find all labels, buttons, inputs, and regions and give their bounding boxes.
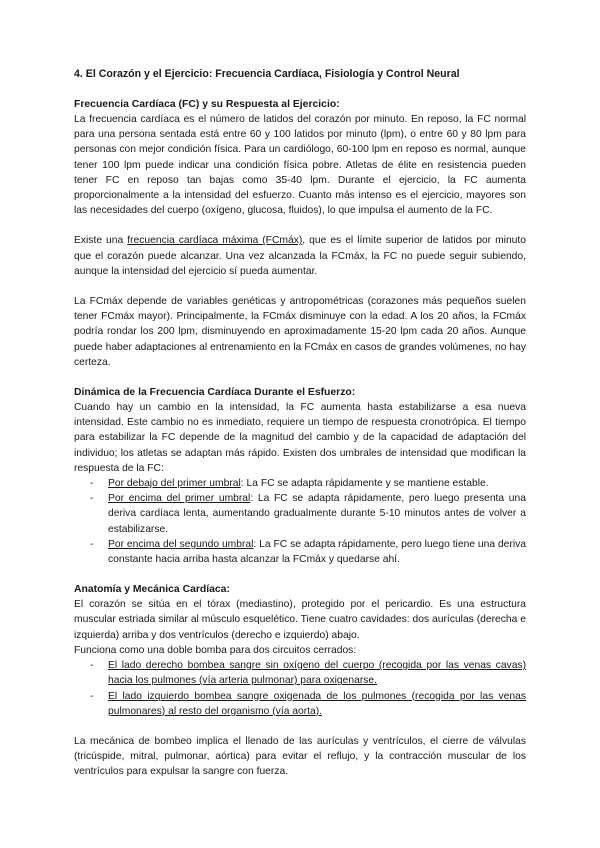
anatomy-paragraph-3: La mecánica de bombeo implica el llenado de las aurículas y ventrículos, el cierre de válvulas (tricúspide, mitral, pulmonar, aórtica) para evitar el reflujo, y la contracción muscular de los ventrículos para expulsar la sangre con fuerza. — [74, 735, 526, 778]
list-item: - Por encima del segundo umbral: La FC se adapta rápidamente, pero luego tiene una deriva constante hacia arriba hasta alcanzar la FCmáx y quedarse ahí. — [90, 538, 526, 566]
heart-rate-paragraph-1: La frecuencia cardíaca es el número de latidos del corazón por minuto. En reposo, la FC normal para una persona sentada está entre 60 y 100 latidos por minuto (lpm), o entre 60 y 80 lpm para personas con mejor condición física. Para un cardiólogo, 60-100 lpm en reposo es normal, aunque tener 100 lpm puede indicar una condición física pobre. Atletas de élite en resistencia pueden tener FC en reposo tan bajas como 35-40 lpm. Durante el ejercicio, la FC aumenta proporcionalmente a la intensidad del esfuerzo. Cuanto más intenso es el ejercicio, mayores son las necesidades del cuerpo (oxígeno, glucosa, fluidos), lo que impulsa el aumento de la FC. — [74, 114, 526, 217]
anatomy-heading: Anatomía y Mecánica Cardíaca: — [74, 584, 230, 596]
list-item: - El lado derecho bombea sangre sin oxígeno del cuerpo (recogida por las venas cavas) hacia los pulmones (vía arteria pulmonar) para oxigenarse. — [90, 660, 526, 687]
list-item: - Por encima del primer umbral: La FC se adapta rápidamente, pero luego presenta una deriva cardíaca lenta, aumentando gradualmente durante 5-10 minutos antes de volver a estabilizarse. — [90, 493, 526, 535]
dynamics-heading: Dinámica de la Frecuencia Cardíaca Durante el Esfuerzo: — [74, 387, 356, 399]
list-item: - El lado izquierdo bombea sangre oxigenada de los pulmones (recogida por las venas pulmonares) al resto del organismo (vía aorta). — [90, 690, 526, 717]
dynamics-intro: Cuando hay un cambio en la intensidad, la FC aumenta hasta estabilizarse a esa nueva intensidad. Este cambio no es inmediato, requiere un tiempo de respuesta cronotrópica. El tiempo para estabilizar la FC depende de la magnitud del cambio y de la capacidad de adaptación del individuo; los atletas se adaptan más rápido. Existen dos umbrales de intensidad que modifican la respuesta de la FC: — [74, 402, 526, 474]
heart-rate-paragraph-3: La FCmáx depende de variables genéticas y antropométricas (corazones más pequeños suelen tener FCmáx mayor). Principalmente, la FCmáx disminuye con la edad. A los 20 años, la FCmáx podría rondar los 200 lpm, disminuyendo en aproximadamente 15-20 lpm cada 20 años. Aunque puede haber adaptaciones al entrenamiento en la FCmáx en casos de grandes volúmenes, no hay certeza. — [74, 296, 526, 368]
anatomy-paragraph-2: Funciona como una doble bomba para dos circuitos cerrados: — [74, 644, 357, 656]
fcmax-term: frecuencia cardíaca máxima (FCmáx) — [127, 235, 303, 247]
list-item: - Por debajo del primer umbral: La FC se adapta rápidamente y se mantiene estable. — [90, 478, 489, 490]
heart-rate-paragraph-2: Existe una frecuencia cardíaca máxima (FCmáx), que es el límite superior de latidos por minuto que el corazón puede alcanzar. Una vez alcanzada la FCmáx, la FC no puede seguir subiendo, aunque la intensidad del ejercicio sí pueda aumentar. — [74, 235, 526, 277]
document-title: 4. El Corazón y el Ejercicio: Frecuencia Cardíaca, Fisiología y Control Neural — [74, 68, 460, 80]
anatomy-paragraph-1: El corazón se sitúa en el tórax (mediastino), protegido por el pericardio. Es una estructura muscular estriada similar al músculo esquelético. Tiene cuatro cavidades: dos aurículas (derecha e izquierda) arriba y dos ventrículos (derecho e izquierdo) abajo. — [74, 599, 526, 641]
heart-rate-heading: Frecuencia Cardíaca (FC) y su Respuesta al Ejercicio: — [74, 99, 340, 110]
document-content — [74, 67, 526, 780]
circuit-list — [74, 658, 526, 719]
threshold-list — [74, 476, 526, 567]
